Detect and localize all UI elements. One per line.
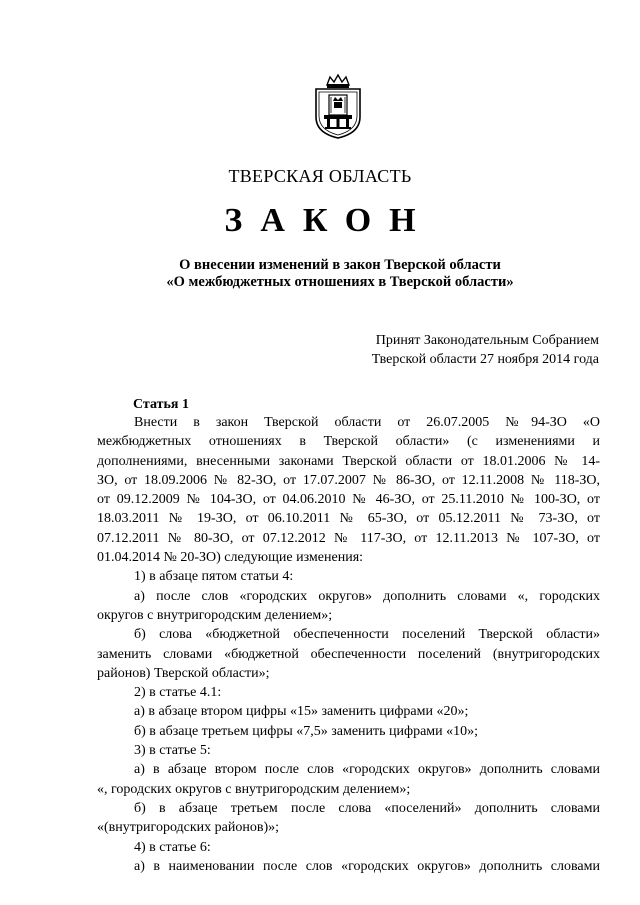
adoption-line: Принят Законодательным Собранием [375,333,599,348]
law-subtitle [0,257,640,291]
article-text-line: 01.04.2014 № 20-ЗО) следующие изменения: [97,550,364,566]
article-text-line: дополнениями, внесенными законами Тверской области от 18.01.2006 № 14- [97,453,600,469]
article-text-line: 1) в абзаце пятом статьи 4: [134,569,294,585]
adoption-line: Тверской области 27 ноября 2014 года [371,352,599,367]
article-heading: Статья 1 [133,397,189,412]
article-text-line: округов с внутригородским делением»; [97,607,333,623]
article-text-line: Внести в закон Тверской области от 26.07.2005 №94-ЗО «О [134,415,600,430]
article-text-line: ЗО, от 18.09.2006 № 82-ЗО, от 17.07.2007 № 86-ЗО, от 12.11.2008 № 118-ЗО, [97,472,600,488]
subtitle-line: О внесении изменений в закон Тверской области [179,257,501,273]
article-text-line: а) в абзаце втором цифры «15» заменить цифрами «20»; [134,704,469,720]
article-text-line: б) слова «бюджетной обеспеченности поселений Тверской области» [134,627,600,643]
article-text-line: а) в абзаце втором после слов «городских округов» дополнить словами [134,762,600,778]
law-title: ЗАКОН [224,202,434,239]
coat-of-arms-icon [313,73,363,139]
article-text-line: заменить словами «бюджетной обеспеченности поселений (внутригородских [97,646,600,662]
article-text-line: а) в наименовании после слов «городских округов» дополнить словами [134,858,600,874]
subtitle-line: «О межбюджетных отношениях в Тверской области» [166,274,514,290]
article-text-line: межбюджетных отношениях в Тверской области» (с изменениями и [97,434,600,450]
article-text-line: 18.03.2011 № 19-ЗО, от 06.10.2011 № 65-ЗО, от 05.12.2011 № 73-ЗО, от [97,511,600,527]
article-text-line: б) в абзаце третьем цифры «7,5» заменить цифрами «10»; [134,723,479,739]
article-text-line: б) в абзаце третьем после слова «поселений» дополнить словами [134,800,600,816]
coat-of-arms-emblem [313,73,363,139]
article-text-line: 4) в статье 6: [134,839,211,855]
article-text-line: 2) в статье 4.1: [134,685,222,701]
region-name: ТВЕРСКАЯ ОБЛАСТЬ [228,166,412,186]
article-text-line: «(внутригородских районов)»; [97,820,280,836]
article-text-line: «, городских округов с внутригородским делением»; [97,781,411,797]
article-text-line: 3) в статье 5: [134,743,211,759]
article-text-line: от 09.12.2009 № 104-ЗО, от 04.06.2010 № 46-ЗО, от 25.11.2010 № 100-ЗО, от [97,492,600,508]
article-body [97,413,600,876]
article-text-line: 07.12.2011 № 80-ЗО, от 07.12.2012 № 117-ЗО, от 12.11.2013 № 107-ЗО, от [97,530,600,546]
article-text-line: районов) Тверской области»; [97,665,270,681]
article-text-line: а) после слов «городских округов» дополнить словами «, городских [134,588,600,604]
adoption-note [372,331,599,369]
